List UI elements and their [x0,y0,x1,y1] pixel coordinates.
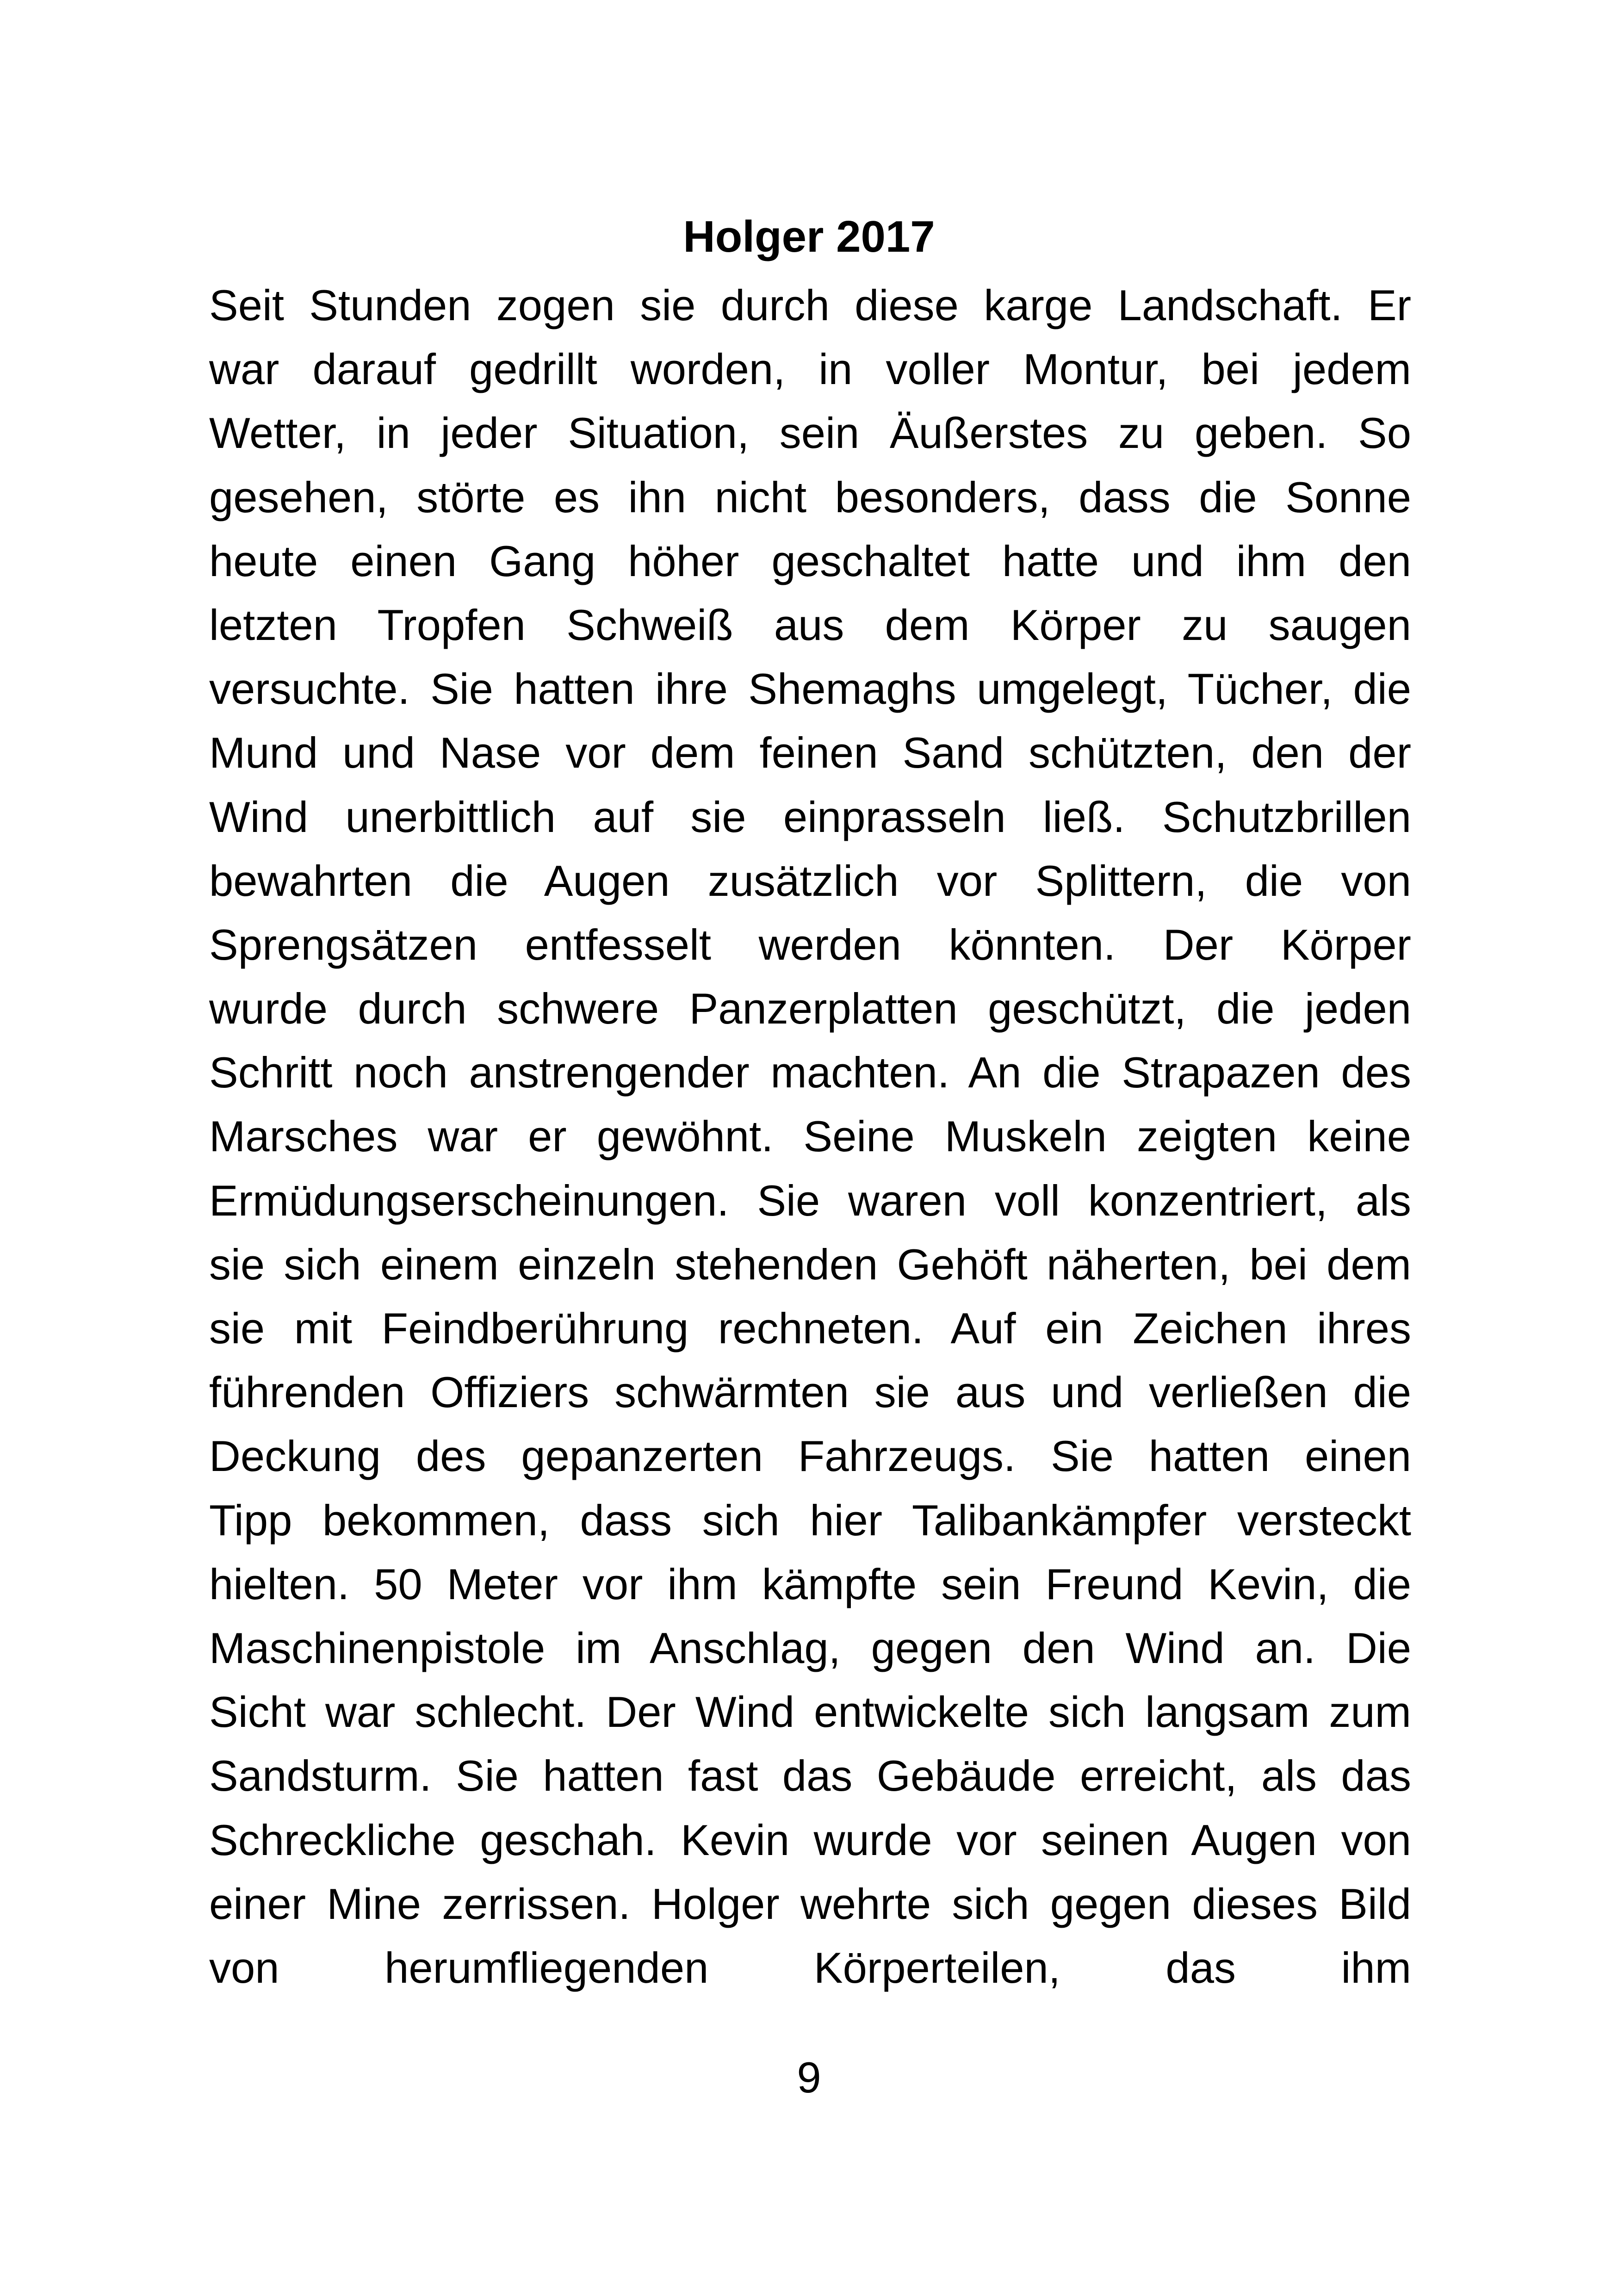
text-line: Mund und Nase vor dem feinen Sand schützten, den der [209,728,1411,777]
text-line: sie mit Feindberührung rechneten. Auf ein Zeichen ihres [209,1304,1411,1353]
text-line: bewahrten die Augen zusätzlich vor Splittern, die von [209,856,1411,905]
text-line: Wind unerbittlich auf sie einprasseln ließ. Schutzbrillen [209,792,1411,841]
text-line: Tipp bekommen, dass sich hier Talibankämpfer versteckt [209,1496,1411,1545]
text-line: einer Mine zerrissen. Holger wehrte sich gegen dieses Bild [209,1879,1411,1928]
text-line: heute einen Gang höher geschaltet hatte und ihm den [209,536,1411,585]
text-line: war darauf gedrillt worden, in voller Montur, bei jedem [209,345,1411,394]
text-line: hielten. 50 Meter vor ihm kämpfte sein Freund Kevin, die [209,1559,1411,1608]
body-text [209,273,1411,2000]
text-line: führenden Offiziers schwärmten sie aus und verließen die [209,1368,1411,1417]
text-line: Schreckliche geschah. Kevin wurde vor seinen Augen von [209,1815,1411,1864]
text-line: Sandsturm. Sie hatten fast das Gebäude erreicht, als das [209,1751,1411,1800]
text-line: wurde durch schwere Panzerplatten geschützt, die jeden [209,984,1411,1033]
text-line: versuchte. Sie hatten ihre Shemaghs umgelegt, Tücher, die [209,664,1411,714]
text-line: letzten Tropfen Schweiß aus dem Körper zu saugen [209,600,1411,649]
text-line: Sicht war schlecht. Der Wind entwickelte sich langsam zum [209,1688,1411,1737]
text-line: von herumfliegenden Körperteilen, das ihm [209,1943,1411,1992]
text-line: Schritt noch anstrengender machten. An die Strapazen des [209,1048,1411,1097]
chapter-title: Holger 2017 [683,212,935,261]
text-line: Maschinenpistole im Anschlag, gegen den Wind an. Die [209,1623,1411,1672]
page-number: 9 [797,2053,821,2102]
text-line: Seit Stunden zogen sie durch diese karge Landschaft. Er [209,281,1411,329]
text-line: Sprengsätzen entfesselt werden könnten. Der Körper [209,920,1411,969]
text-line: Marsches war er gewöhnt. Seine Muskeln zeigten keine [209,1112,1411,1161]
text-line: Wetter, in jeder Situation, sein Äußerstes zu geben. So [209,409,1411,458]
text-line: Deckung des gepanzerten Fahrzeugs. Sie hatten einen [209,1432,1411,1481]
text-line: sie sich einem einzeln stehenden Gehöft näherten, bei dem [209,1240,1411,1289]
text-line: Ermüdungserscheinungen. Sie waren voll konzentriert, als [209,1176,1411,1225]
text-line: gesehen, störte es ihn nicht besonders, dass die Sonne [209,472,1411,521]
